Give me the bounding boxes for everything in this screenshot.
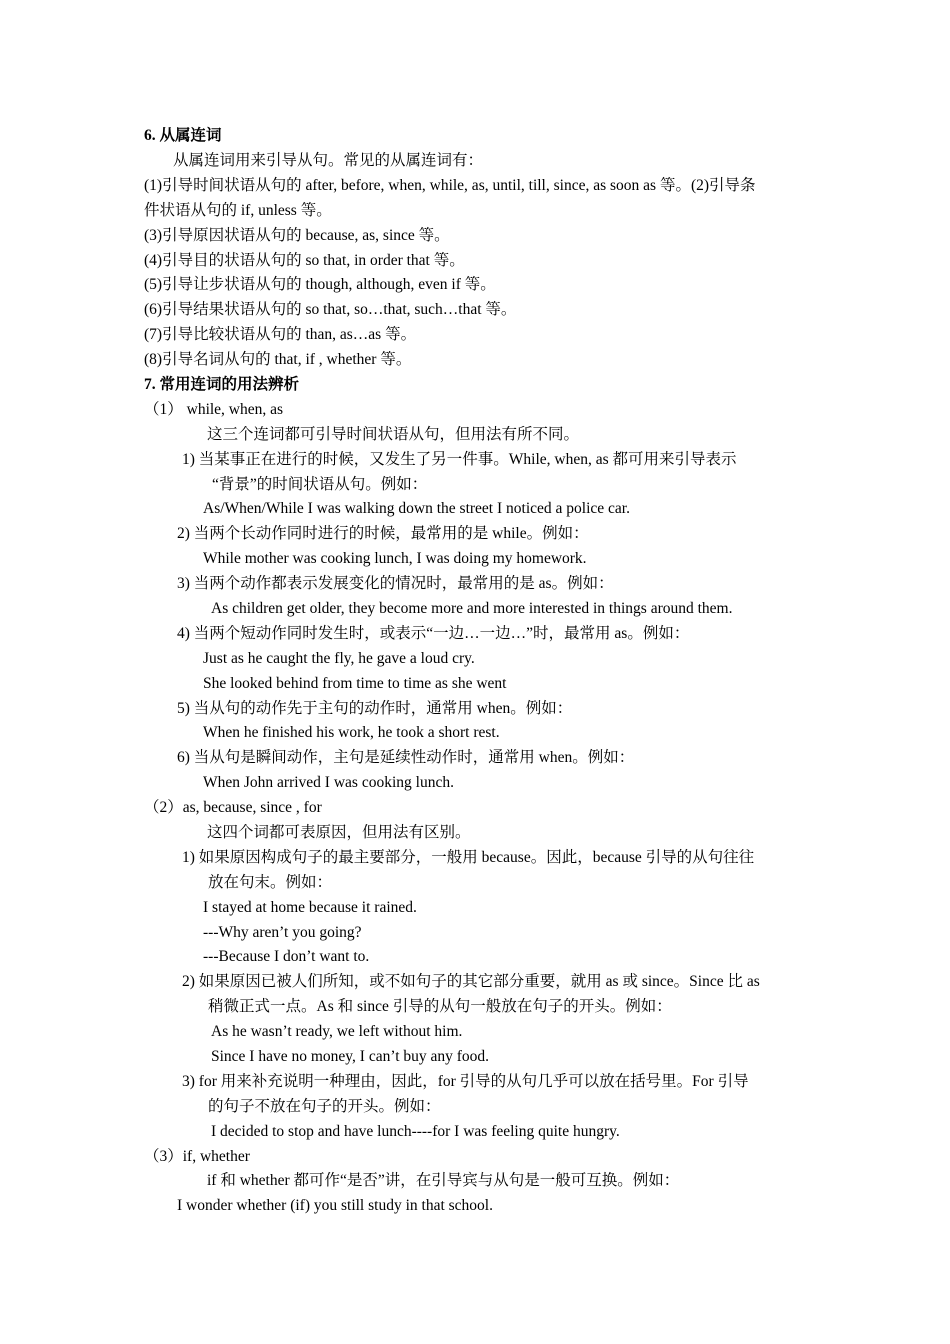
section-heading-7: 7. 常用连词的用法辨析 bbox=[144, 376, 300, 393]
paragraph-line: 这四个词都可表原因，但用法有区别。 bbox=[207, 824, 471, 841]
list-item: 3) for 用来补充说明一种理由，因此，for 引导的从句几乎可以放在括号里。For 引导 bbox=[182, 1073, 749, 1090]
list-item-continuation: 稍微正式一点。As 和 since 引导的从句一般放在句子的开头。例如： bbox=[208, 998, 672, 1015]
paragraph-line: (6)引导结果状语从句的 so that, so…that, such…that 等。 bbox=[144, 301, 517, 318]
example-sentence: ---Why aren’t you going? bbox=[203, 924, 362, 941]
subsection-heading: （3）if, whether bbox=[144, 1148, 250, 1165]
paragraph-line: (7)引导比较状语从句的 than, as…as 等。 bbox=[144, 326, 417, 343]
example-sentence: She looked behind from time to time as she went bbox=[203, 675, 507, 692]
section-heading-6: 6. 从属连词 bbox=[144, 127, 222, 144]
example-sentence: As/When/While I was walking down the street I noticed a police car. bbox=[203, 500, 630, 517]
list-item: 2) 如果原因已被人们所知，或不如句子的其它部分重要，就用 as 或 since。Since 比 as bbox=[182, 973, 760, 990]
example-sentence: When he finished his work, he took a short rest. bbox=[203, 724, 500, 741]
list-item-continuation: 放在句末。例如： bbox=[208, 874, 333, 891]
list-item-continuation: “背景”的时间状语从句。例如： bbox=[212, 476, 428, 493]
subsection-heading: （1） while, when, as bbox=[144, 401, 284, 418]
example-sentence: While mother was cooking lunch, I was doing my homework. bbox=[203, 550, 587, 567]
example-sentence: As children get older, they become more and more interested in things around them. bbox=[211, 600, 733, 617]
subsection-heading: （2）as, because, since , for bbox=[144, 799, 322, 816]
paragraph-line: if 和 whether 都可作“是否”讲，在引导宾与从句是一般可互换。例如： bbox=[207, 1172, 680, 1189]
example-sentence: Since I have no money, I can’t buy any food. bbox=[211, 1048, 490, 1065]
list-item: 4) 当两个短动作同时发生时，或表示“一边…一边…”时，最常用 as。例如： bbox=[177, 625, 690, 642]
paragraph-line: (5)引导让步状语从句的 though, although, even if 等。 bbox=[144, 276, 496, 293]
example-sentence: I decided to stop and have lunch----for I was feeling quite hungry. bbox=[211, 1123, 620, 1140]
example-sentence: ---Because I don’t want to. bbox=[203, 948, 370, 965]
paragraph-line: 从属连词用来引导从句。常见的从属连词有： bbox=[173, 152, 484, 169]
list-item-continuation: 的句子不放在句子的开头。例如： bbox=[208, 1098, 441, 1115]
list-item: 1) 如果原因构成句子的最主要部分，一般用 because。因此，because 引导的从句往往 bbox=[182, 849, 755, 866]
paragraph-line: 件状语从句的 if, unless 等。 bbox=[144, 202, 332, 219]
list-item: 2) 当两个长动作同时进行的时候，最常用的是 while。例如： bbox=[177, 525, 589, 542]
paragraph-line: 这三个连词都可引导时间状语从句，但用法有所不同。 bbox=[207, 426, 580, 443]
example-sentence: As he wasn’t ready, we left without him. bbox=[211, 1023, 463, 1040]
list-item: 3) 当两个动作都表示发展变化的情况时，最常用的是 as。例如： bbox=[177, 575, 614, 592]
example-sentence: Just as he caught the fly, he gave a loud cry. bbox=[203, 650, 475, 667]
example-sentence: I wonder whether (if) you still study in that school. bbox=[177, 1197, 493, 1214]
example-sentence: When John arrived I was cooking lunch. bbox=[203, 774, 454, 791]
paragraph-line: (3)引导原因状语从句的 because, as, since 等。 bbox=[144, 227, 450, 244]
list-item: 1) 当某事正在进行的时候，又发生了另一件事。While, when, as 都可用来引导表示 bbox=[182, 451, 737, 468]
list-item: 5) 当从句的动作先于主句的动作时，通常用 when。例如： bbox=[177, 700, 573, 717]
paragraph-line: (1)引导时间状语从句的 after, before, when, while, as, until, till, since, as soon as 等。(2)引导条 bbox=[144, 177, 756, 194]
list-item: 6) 当从句是瞬间动作，主句是延续性动作时，通常用 when。例如： bbox=[177, 749, 635, 766]
example-sentence: I stayed at home because it rained. bbox=[203, 899, 417, 916]
paragraph-line: (8)引导名词从句的 that, if , whether 等。 bbox=[144, 351, 412, 368]
paragraph-line: (4)引导目的状语从句的 so that, in order that 等。 bbox=[144, 252, 465, 269]
